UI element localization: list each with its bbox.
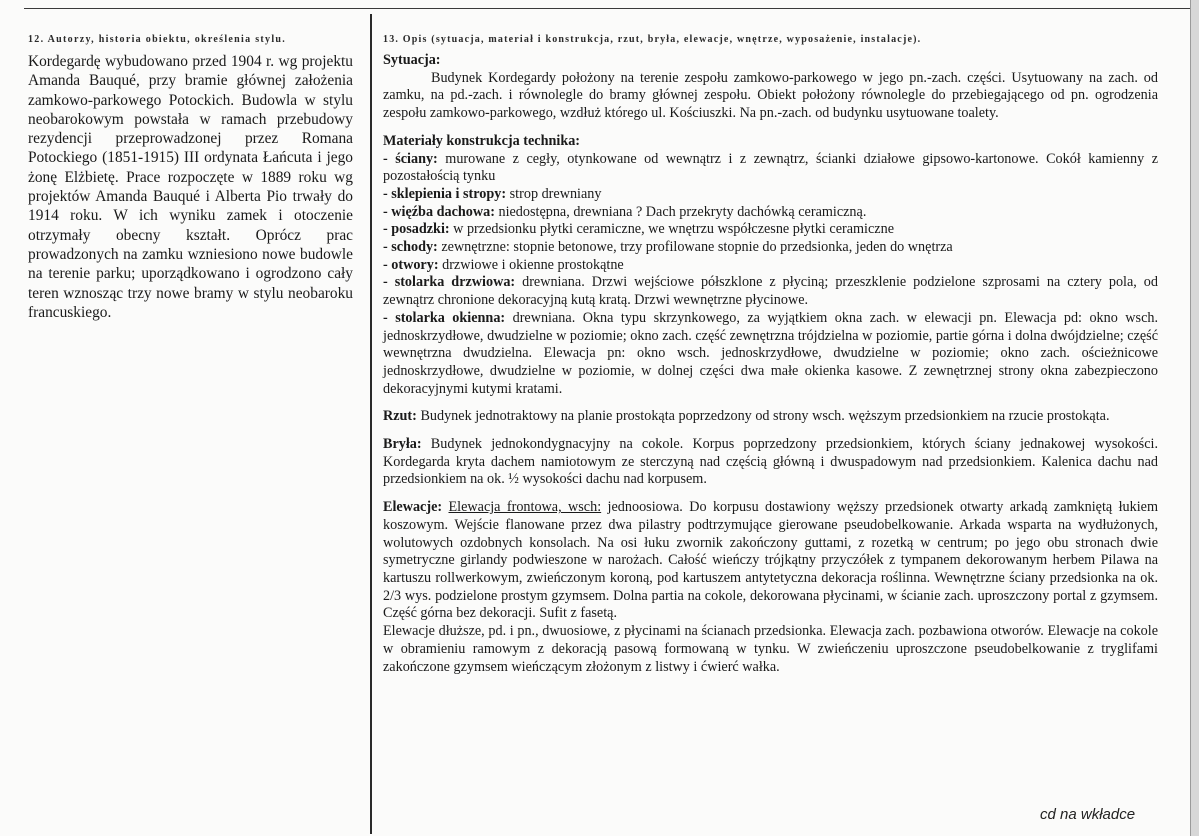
material-text: niedostępna, drewniana ? Dach przekryty dachówką ceramiczną.	[494, 203, 867, 220]
material-label: - sklepienia i stropy:	[383, 185, 507, 202]
left-column	[28, 34, 353, 322]
bryla-paragraph	[383, 436, 1158, 489]
material-item-openings	[383, 257, 1158, 275]
material-item-doors	[383, 274, 1158, 309]
sytuacja-text: Budynek Kordegardy położony na terenie zespołu zamkowo-parkowego w jego pn.-zach. części. Usytuowany na zach. od zamku, na pd.-zach. i równolegle do bramy głównej zespołu. Obiekt położony równolegle do przebiegającego od pn. ogrodzenia zespołu zamkowo-parkowego, wzdłuż którego ul. Kościuszki. Na pn.-zach. od budynku usytuowane toalety.	[383, 69, 1158, 122]
material-text: drzwiowe i okienne prostokątne	[438, 256, 624, 273]
top-rule	[24, 8, 1193, 9]
bryla-text: Budynek jednokondygnacyjny na cokole. Korpus poprzedzony przedsionkiem, których ściany jednakowej wysokości. Kordegarda kryta dachem namiotowym ze sterczyną nad częścią główną i dwuspadowym nad przedsionkiem. Kalenica dachu nad przedsionkiem na ok. ½ wysokości dachu nad korpusem.	[383, 436, 1158, 488]
elewacje-paragraph-2: Elewacje dłuższe, pd. i pn., dwuosiowe, z płycinami na ścianach przedsionka. Elewacja zach. pozbawiona otworów. Elewacje na cokole w obramieniu ramowym z dekoracją pasową formowaną w tynku. W zwieńczeniu uproszczone pseudobelkowanie z tryglifami zakończone gzymsem wieńczącym złożonym z listwy i ćwierć wałka.	[383, 623, 1158, 675]
material-label: - posadzki:	[383, 221, 450, 238]
bryla-title: Bryła:	[383, 436, 422, 453]
rzut-paragraph	[383, 408, 1158, 426]
history-text: Kordegardę wybudowano przed 1904 r. wg projektu Amanda Bauqué, przy bramie głównej założenia zamkowo-parkowego Potockich. Budowla w stylu neobarokowym powstała w ramach przebudowy rezydencji przeprowadzonej przez Romana Potockiego (1851-1915) III ordynata Łańcuta i jego żonę Elżbietę. Prace rozpoczęte w 1889 roku wg projektów Amanda Bauqué i Alberta Pio trwały do 1914 roku. W ich wyniku zamek i otoczenie otrzymały obecny kształt. Oprócz prac prowadzonych na zamku wzniesiono nowe budowle na terenie parku; uporządkowano i ogrodzono cały teren wznosząc trzy nowe bramy w stylu neobaroku francuskiego.	[28, 53, 353, 321]
material-text: strop drewniany	[506, 185, 602, 202]
material-label: - ściany:	[383, 150, 438, 167]
material-text: drewniana. Drzwi wejściowe półszklone z płyciną; przeszklenie podzielone szprosami na cztery pola, od zewnątrz chronione dekoracyjną kutą kratą. Drzwi wewnętrzne płycinowe.	[383, 274, 1158, 309]
elewacje-paragraph	[383, 499, 1158, 623]
material-text: drewniana. Okna typu skrzynkowego, za wyjątkiem okna zach. w elewacji pn. Elewacja pd: okno wsch. jednoskrzydłowe, dwudzielne w poziomie; okno zach. część zewnętrzna trójdzielna w poziomie, partie górna i dolna dwójdzielne; część wewnętrzna dwudzielna. Elewacja pn: okno wsch. jednoskrzydłowe, dwudzielne w poziomie; okno zach. ościeżnicowe jednoskrzydłowe, dwudzielne w poziomie, w dolnej części dwa małe okienka kasowe. Z zewnętrznej strony okna zabezpieczono dekoracyjnymi kutymi kratami.	[383, 309, 1159, 397]
material-item-roof-truss	[383, 204, 1158, 222]
right-column	[383, 34, 1158, 676]
rzut-text: Budynek jednotraktowy na planie prostokąta poprzedzony od strony wsch. węższym przedsionkiem na rzucie prostokąta.	[416, 408, 1110, 425]
rzut-title: Rzut:	[383, 408, 417, 425]
material-item-walls	[383, 151, 1158, 186]
material-label: - otwory:	[383, 256, 439, 273]
section-13-heading: 13. Opis (sytuacja, materiał i konstrukcja, rzut, bryła, elewacje, wnętrze, wyposażenie, instalacje).	[383, 34, 922, 45]
materialy-title: Materiały konstrukcja technika:	[383, 132, 581, 149]
page-edge	[1190, 0, 1199, 836]
elewacje-subtitle: Elewacja frontowa, wsch:	[448, 499, 602, 516]
column-divider	[370, 14, 372, 834]
continued-note: cd na wkładce	[1040, 806, 1136, 823]
material-item-ceilings	[383, 186, 1158, 204]
section-12-heading: 12. Autorzy, historia obiektu, określenia stylu.	[28, 34, 287, 45]
material-item-stairs	[383, 239, 1158, 257]
material-text: zewnętrzne: stopnie betonowe, trzy profilowane stopnie do przedsionka, jeden do wnętrza	[437, 239, 953, 256]
elewacje-text: jednoosiowa. Do korpusu dostawiony węższy przedsionek otwarty arkadą zamkniętą łukiem koszowym. Wejście flanowane przez dwa pilastry podtrzymujące gierowane pseudobelkowanie. Arkada wsparta na wydłużonych, wolutowych ozdobnych konsolach. Na osi łuku zwornik zakończony guttami, z rozetką w centrum; po jego obu stronach dwie symetryczne girlandy podwieszone w narożach. Całość wieńczy trójkątny przyczółek z tympanem dekorowanym herbem Pilawa na kartuszu rollwerkowym, zwieńczonym koroną, pod kartuszem antytetyczna dekoracja roślinna. Wewnętrzne ściany przedsionka na ok. 2/3 wys. podzielone prostym gzymsem. Dolna partia na cokole, dekorowana płycinami, w ścianie zach. uproszczony portal z gzymsem. Część górna bez dekoracji. Sufit z fasetą.	[383, 499, 1159, 622]
material-label: - stolarka drzwiowa:	[383, 274, 516, 291]
sytuacja-title: Sytuacja:	[383, 52, 441, 68]
elewacje-title: Elewacje:	[383, 499, 443, 516]
material-item-floors	[383, 221, 1158, 239]
material-label: - więźba dachowa:	[383, 203, 495, 220]
material-text: murowane z cegły, otynkowane od wewnątrz i z zewnątrz, ścianki działowe gipsowo-kartonowe. Cokół kamienny z pozostałością tynku	[383, 150, 1158, 185]
material-item-windows	[383, 310, 1158, 399]
material-label: - stolarka okienna:	[383, 309, 506, 326]
material-text: w przedsionku płytki ceramiczne, we wnętrzu współczesne płytki ceramiczne	[449, 221, 894, 238]
material-label: - schody:	[383, 239, 438, 256]
